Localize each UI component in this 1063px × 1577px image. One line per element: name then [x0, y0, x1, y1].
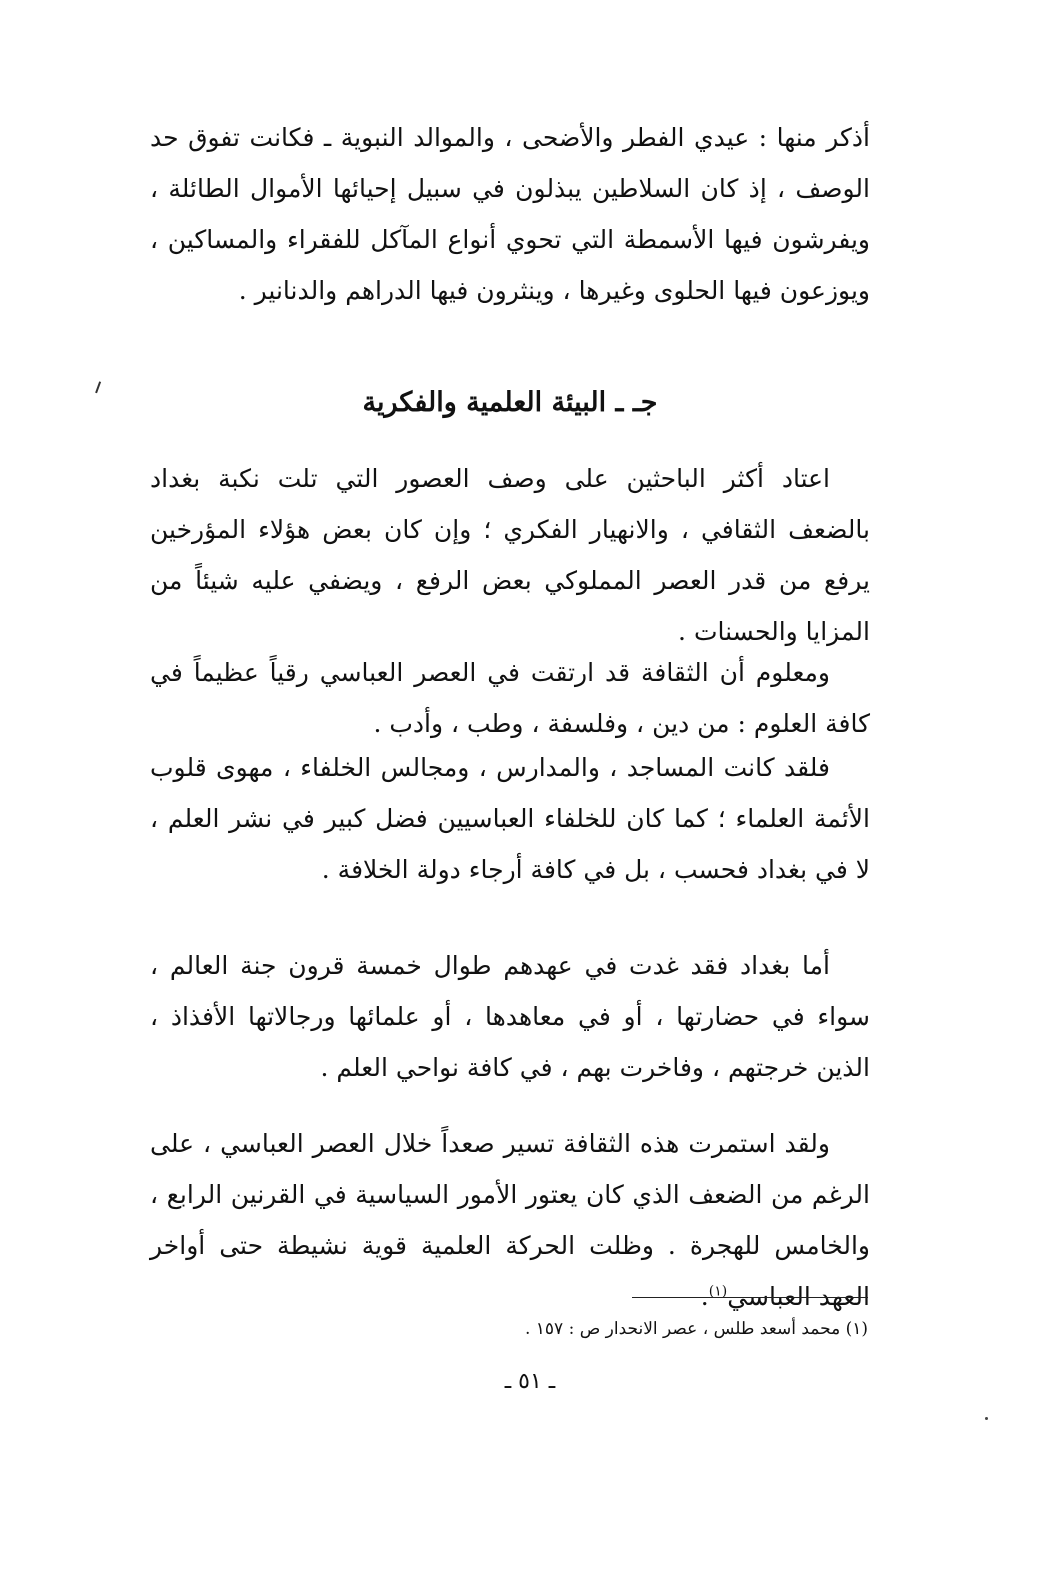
footnote-marker: (١): [708, 1283, 728, 1300]
stray-dot: [985, 1417, 988, 1420]
paragraph-5-period: .: [700, 1282, 709, 1311]
intro-paragraph: أذكر منها : عيدي الفطر والأضحى ، والموالد النبوية ـ فكانت تفوق حد الوصف ، إذ كان السلاطين يبذلون في سبيل إحيائها الأموال الطائلة ، ويفرشون فيها الأسمطة التي تحوي أنواع المآكل للفقراء والمساكين ، ويوزعون فيها الحلوى وغيرها ، وينثرون فيها الدراهم والدنانير .: [150, 123, 870, 305]
stray-pen-mark: [95, 381, 105, 394]
footnote: (١) محمد أسعد طلس ، عصر الانحدار ص : ١٥٧ .: [524, 1319, 868, 1339]
paragraph-2: ومعلوم أن الثقافة قد ارتقت في العصر العباسي رقياً عظيماً في كافة العلوم : من دين ، وفلسفة ، وطب ، وأدب .: [150, 658, 870, 738]
section-heading: جـ ـ البيئة العلمية والفكرية: [362, 387, 658, 418]
footnote-divider: [632, 1297, 868, 1298]
page-number: ـ ٥١ ـ: [504, 1369, 556, 1394]
paragraph-4: أما بغداد فقد غدت في عهدهم طوال خمسة قرون جنة العالم ، سواء في حضارتها ، أو في معاهدها ، أو علمائها ورجالاتها الأفذاذ ، الذين خرجتهم ، وفاخرت بهم ، في كافة نواحي العلم .: [150, 951, 870, 1082]
paragraph-1: اعتاد أكثر الباحثين على وصف العصور التي تلت نكبة بغداد بالضعف الثقافي ، والانهيار الفكري ؛ وإن كان بعض هؤلاء المؤرخين يرفع من قدر العصر المملوكي بعض الرفع ، ويضفي عليه شيئاً من المزايا والحسنات .: [150, 464, 870, 646]
paragraph-5-text: ولقد استمرت هذه الثقافة تسير صعداً خلال العصر العباسي ، على الرغم من الضعف الذي كان يعتور الأمور السياسية في القرنين الرابع ، والخامس للهجرة . وظلت الحركة العلمية قوية نشيطة حتى أواخر العهد العباسي: [150, 1129, 870, 1311]
paragraph-3: فلقد كانت المساجد ، والمدارس ، ومجالس الخلفاء ، مهوى قلوب الأئمة العلماء ؛ كما كان للخلفاء العباسيين فضل كبير في نشر العلم ، لا في بغداد فحسب ، بل في كافة أرجاء دولة الخلافة .: [150, 753, 870, 884]
paragraph-5: [150, 1118, 870, 1322]
